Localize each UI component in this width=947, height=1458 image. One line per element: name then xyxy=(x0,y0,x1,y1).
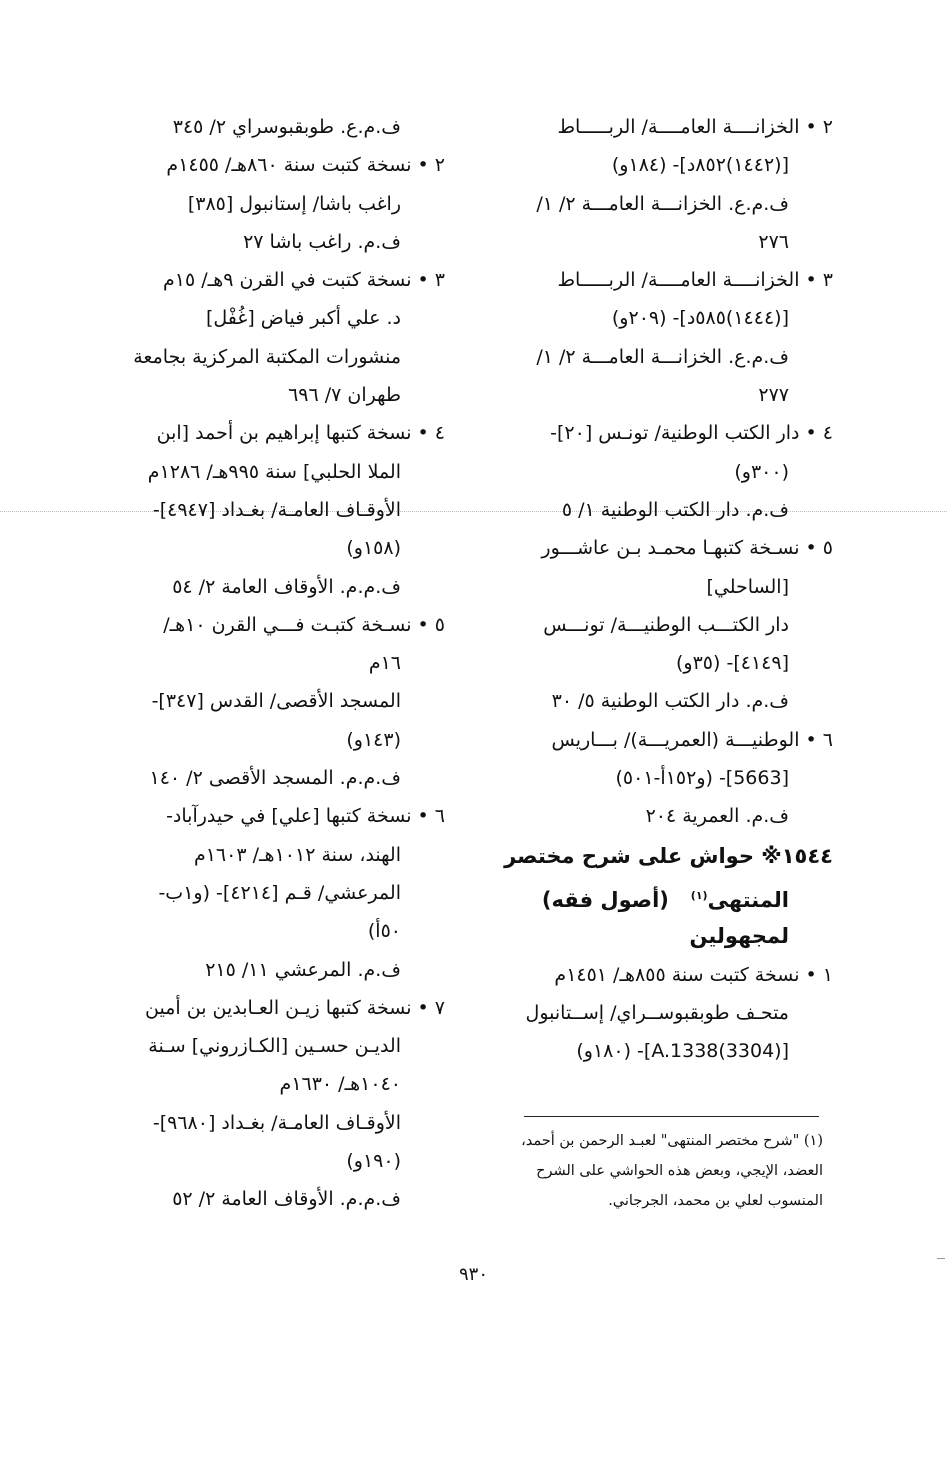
entry-line: د. علي أكبر فياض [غُفْل] xyxy=(205,307,401,330)
entry-line: دار الكتـــب الوطنيـــة/ تونـــس xyxy=(543,613,789,636)
entry-line: ٥ • نسـخة كتبهـا محمـد بـن عاشـــور xyxy=(541,537,833,560)
entry-line: ٢ • الخزانــــة العامــــة/ الربـــــاط xyxy=(557,116,833,138)
entry-line: منشورات المكتبة المركزية بجامعة xyxy=(133,345,401,368)
entry-line: ٧ • نسخة كتبها زيـن العـابدين بن أمين xyxy=(145,996,445,1019)
margin-mark xyxy=(937,1258,945,1259)
entry-line: ١٦م xyxy=(368,652,401,675)
entry-line: (١٥٨و) xyxy=(346,537,401,560)
entry-line: ف.م. راغب باشا ٢٧ xyxy=(243,230,401,253)
entry-line: المسجد الأقصى/ القدس [٣٤٧]- xyxy=(151,690,401,713)
entry-line: [الساحلي] xyxy=(706,575,789,598)
entry-heading-line2 xyxy=(488,876,833,916)
entry-line: الملا الحلبي] سنة ٩٩٥هـ/ ١٢٨٦م xyxy=(147,460,401,483)
left-column xyxy=(100,108,445,1219)
entry-line: ٥٠أ) xyxy=(367,920,401,943)
entry-line: متحـف طوبقبوســراي/ إســتانبول xyxy=(525,1001,789,1024)
entry-line: [(3304)A.1338]- (١٨٠و) xyxy=(576,1040,789,1063)
entry-line: الأوقـاف العامـة/ بغـداد [٩٦٨٠]- xyxy=(152,1111,401,1134)
footnote xyxy=(478,1126,823,1216)
entry-line: ف.م.ع. طوبقبوسراي ٢/ ٣٤٥ xyxy=(172,116,401,138)
entry-line: ٢٧٦ xyxy=(758,230,789,253)
entry-line: ف.م. دار الكتب الوطنية ١/ ٥ xyxy=(561,498,789,521)
entry-line: [(١٤٤٤)٥٨٥د]- (٢٠٩و) xyxy=(611,307,789,330)
entry-line: ف.م.م. الأوقاف العامة ٢/ ٥٢ xyxy=(172,1188,401,1211)
entry-line: الهند، سنة ١٠١٢هـ/ ١٦٠٣م xyxy=(193,843,401,866)
entry-line: (١٩٠و) xyxy=(346,1150,401,1173)
entry-line: ١٠٤٠هـ/ ١٦٣٠م xyxy=(279,1073,401,1096)
right-column xyxy=(488,108,833,1071)
entry-line: ف.م. العمرية ٢٠٤ xyxy=(645,805,789,828)
entry-heading-line1: ١٥٤٤※ حواش على شرح مختصر xyxy=(504,843,833,868)
entry-line: [(١٤٤٢)٨٥٢د]- (١٨٤و) xyxy=(611,154,789,177)
footnote-line: المنسوب لعلي بن محمد، الجرجاني. xyxy=(608,1193,823,1209)
entry-line: ٣ • نسخة كتبت في القرن ٩هـ/ ١٥م xyxy=(163,269,445,292)
entry-line: ٤ • نسخة كتبها إبراهيم بن أحمد [ابن xyxy=(156,422,445,445)
entry-line: ف.م.ع. الخزانـــة العامـــة ٢/ ١/ xyxy=(536,345,789,368)
entry-heading-line3: لمجهولين xyxy=(689,923,789,948)
entry-line: الأوقـاف العامـة/ بغـداد [٤٩٤٧]- xyxy=(152,498,401,521)
entry-line: المرعشي/ قـم [٤٢١٤]- (و١ب- xyxy=(158,881,401,904)
entry-line: ف.م.م. الأوقاف العامة ٢/ ٥٤ xyxy=(172,575,401,598)
entry-line: ٦ • نسخة كتبها [علي] في حيدرآباد- xyxy=(166,805,445,828)
entry-line: ١ • نسخة كتبت سنة ٨٥٥هـ/ ١٤٥١م xyxy=(554,963,833,986)
entry-line: راغب باشا/ إستانبول [٣٨٥] xyxy=(187,192,401,215)
footnote-line: (١) "شرح مختصر المنتهى" لعبـد الرحمن بن أحمد، xyxy=(521,1133,823,1149)
entry-line: ٢٧٧ xyxy=(758,384,789,407)
heading-subject: (أصول فقه) xyxy=(541,887,669,912)
entry-line: ٤ • دار الكتب الوطنية/ تونـس [٢٠]- xyxy=(550,422,833,445)
entry-line: الديـن حسـين [الكـازروني] سـنة xyxy=(148,1035,401,1058)
entry-line: (٣٠٠و) xyxy=(734,460,789,483)
entry-line: ٥ • نسـخة كتبـت فـــي القرن ١٠هـ/ xyxy=(163,613,445,636)
entry-line: ف.م.ع. الخزانـــة العامـــة ٢/ ١/ xyxy=(536,192,789,215)
entry-line: طهران ٧/ ٦٩٦ xyxy=(288,384,401,407)
heading-title: المنتهى xyxy=(707,887,789,912)
page-number: ٩٣٠ xyxy=(458,1264,488,1285)
footnote-ref: (١) xyxy=(690,888,708,902)
entry-line: (١٤٣و) xyxy=(346,728,401,751)
entry-line: [5663]- (و١٥٢أ-٥٠١) xyxy=(615,767,789,790)
entry-line: ٦ • الوطنيـــة (العمريـــة)/ بـــاريس xyxy=(551,728,833,751)
entry-line: ف.م. دار الكتب الوطنية ٥/ ٣٠ xyxy=(551,690,789,713)
entry-line: ف.م. المرعشي ١١/ ٢١٥ xyxy=(205,958,401,981)
footnote-divider xyxy=(524,1116,819,1117)
entry-line: ف.م.م. المسجد الأقصى ٢/ ١٤٠ xyxy=(149,767,401,790)
entry-line: ٢ • نسخة كتبت سنة ٨٦٠هـ/ ١٤٥٥م xyxy=(166,154,445,177)
entry-line: ٣ • الخزانــــة العامــــة/ الربـــــاط xyxy=(557,269,833,292)
footnote-line: العضد، الإيجي، وبعض هذه الحواشي على الشرح xyxy=(536,1163,823,1179)
entry-line: [٤١٤٩]- (٣٥و) xyxy=(676,652,789,675)
